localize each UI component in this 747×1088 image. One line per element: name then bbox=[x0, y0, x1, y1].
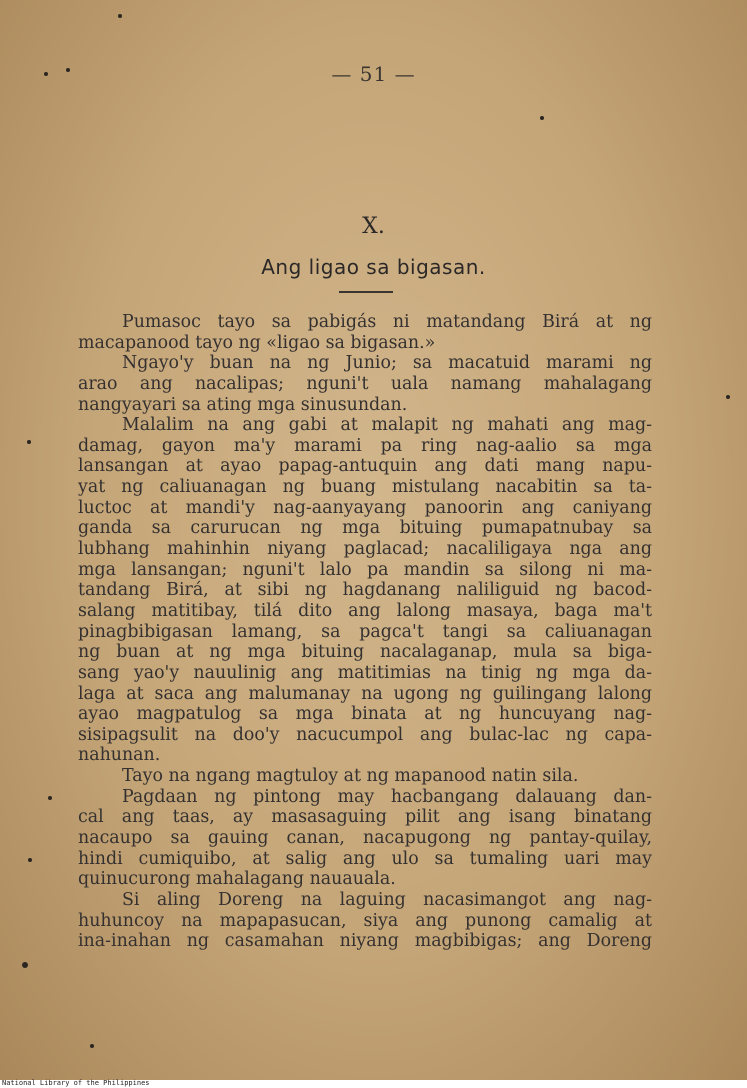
text-line: lansangan at ayao papag-antuquin ang dati mang napu- bbox=[78, 456, 652, 477]
ink-speck bbox=[28, 858, 32, 862]
text-line: ina-inahan ng casamahan niyang magbibigas; ang Doreng bbox=[78, 931, 652, 952]
ink-speck bbox=[22, 962, 28, 968]
footer-bar bbox=[0, 1080, 747, 1088]
text-line: nacaupo sa gauing canan, nacapugong ng pantay-quilay, bbox=[78, 828, 652, 849]
text-line: ng buan at ng mga bituing nacalaganap, mula sa biga- bbox=[78, 642, 652, 663]
text-line: lubhang mahinhin niyang paglacad; nacaliligaya nga ang bbox=[78, 539, 652, 560]
text-line: Pagdaan ng pintong may hacbangang dalauang dan- bbox=[122, 786, 652, 807]
text-line: Si aling Doreng na laguing nacasimangot ang nag- bbox=[122, 889, 652, 910]
text-line: mga lansangan; nguni't lalo pa mandin sa silong ni ma- bbox=[78, 559, 652, 580]
page-number: — 51 — bbox=[331, 62, 416, 86]
ink-speck bbox=[118, 14, 122, 18]
text-line: Malalim na ang gabi at malapit ng mahati ang mag- bbox=[122, 415, 652, 436]
ink-speck bbox=[48, 796, 52, 800]
text-line: Tayo na ngang magtuloy at ng mapanood natin sila. bbox=[122, 766, 579, 787]
ink-speck bbox=[90, 1044, 94, 1048]
text-line: Ngayo'y buan na ng Junio; sa macatuid marami ng bbox=[122, 353, 652, 374]
text-line: ayao magpatulog sa mga binata at ng huncuyang nag- bbox=[78, 704, 652, 725]
text-line: huhuncoy na mapapasucan, siya ang punong camalig at bbox=[78, 910, 652, 931]
text-line: nangyayari sa ating mga sinusundan. bbox=[78, 394, 408, 415]
text-line: salang matitibay, tilá dito ang lalong masaya, baga ma't bbox=[78, 600, 652, 621]
text-line: quinucurong mahalagang nauauala. bbox=[78, 869, 396, 890]
text-line: yat ng caliuanagan ng buang mistulang nacabitin sa ta- bbox=[78, 477, 652, 498]
footer-credit: National Library of the Philippines bbox=[2, 1079, 150, 1087]
body-text bbox=[78, 312, 652, 952]
ink-speck bbox=[27, 440, 31, 444]
text-line: pinagbibigasan lamang, sa pagca't tangi sa caliuanagan bbox=[78, 621, 652, 642]
chapter-title: Ang ligao sa bigasan. bbox=[261, 255, 486, 279]
text-line: luctoc at mandi'y nag-aanyayang panoorin ang caniyang bbox=[78, 497, 652, 518]
text-line: cal ang taas, ay masasaguing pilit ang isang binatang bbox=[78, 807, 652, 828]
ink-speck bbox=[726, 395, 730, 399]
title-divider bbox=[339, 291, 393, 293]
text-line: sisipagsulit na doo'y nacucumpol ang bulac-lac ng capa- bbox=[78, 724, 652, 745]
text-line: sang yao'y nauulinig ang matitimias na tinig ng mga da- bbox=[78, 662, 652, 683]
text-line: tandang Birá, at sibi ng hagdanang naliliguid ng bacod- bbox=[78, 580, 652, 601]
text-line: arao ang nacalipas; nguni't uala namang mahalagang bbox=[78, 373, 652, 394]
chapter-heading: X. bbox=[362, 214, 385, 239]
ink-speck bbox=[540, 116, 544, 120]
text-line: damag, gayon ma'y marami pa ring nag-aalio sa mga bbox=[78, 435, 652, 456]
text-line: macapanood tayo ng «ligao sa bigasan.» bbox=[78, 332, 436, 353]
text-line: laga at saca ang malumanay na ugong ng guilingang lalong bbox=[78, 683, 652, 704]
text-line: hindi cumiquibo, at salig ang ulo sa tumaling uari may bbox=[78, 848, 652, 869]
text-line: Pumasoc tayo sa pabigás ni matandang Birá at ng bbox=[122, 312, 652, 332]
text-line: nahunan. bbox=[78, 745, 161, 766]
text-line: ganda sa carurucan ng mga bituing pumapatnubay sa bbox=[78, 518, 652, 539]
